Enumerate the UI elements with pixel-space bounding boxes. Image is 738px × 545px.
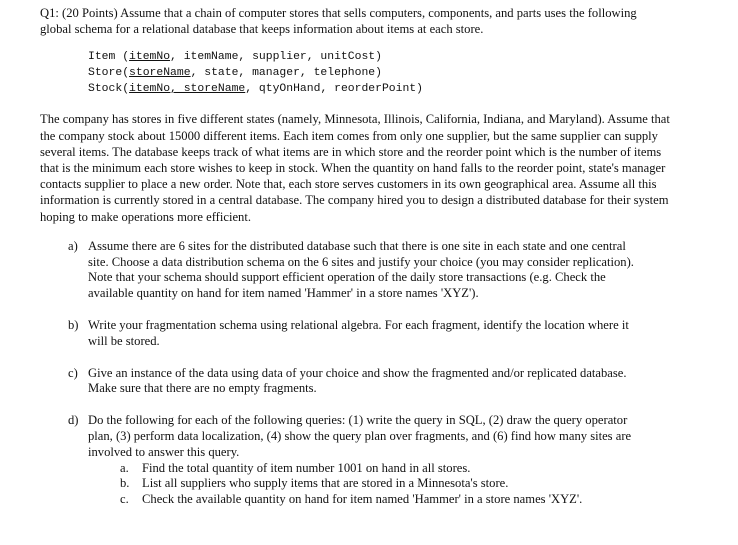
question-intro: Q1: (20 Points) Assume that a chain of computer stores that sells computers, components, and parts uses the following global schema for a relational database that keeps information about items at each store.: [40, 6, 637, 37]
task-b: b) Write your fragmentation schema using relational algebra. For each fragment, identify the location where it will be stored.: [68, 318, 629, 348]
task-c: c) Give an instance of the data using data of your choice and show the fragmented and/or replicated database. Make sure that there are no empty fragments.: [68, 365, 627, 396]
schema-store: Store(storeName, state, manager, telephone): [88, 67, 382, 80]
document: [40, 5, 730, 524]
schema-block: [88, 49, 730, 97]
schema-stock: Stock(itemNo, storeName, qtyOnHand, reorderPoint): [88, 83, 423, 96]
task-a: a) Assume there are 6 sites for the distributed database such that there is one site in each state and one central site. Choose a data distribution schema on the 6 sites and justify your choice (you may consider replication). Note that your schema should support efficient operation of the daily store transactions (e.g. Check the available quantity on hand for item named 'Hammer' in a store names 'XYZ').: [68, 238, 634, 301]
description-paragraph: The company has stores in five different states (namely, Minnesota, Illinois, California, Indiana, and Maryland). Assume that the company stock about 15000 different items. Each item comes from only one supplier, but the same supplier can supply several items. The database keeps track of what items are in which store and the reorder point which is the number of items that is the minimum each store wishes to keep in stock. When the quantity on hand falls to the reorder point, state's manager contacts supplier to place a new order. Note that, each store serves customers in its own geographical area. Assume all this information is currently stored in a central database. The company hired you to design a distributed database for their system hoping to make operations more efficient.: [40, 112, 670, 224]
query-b: b. List all suppliers who supply items that are stored in a Minnesota's store.: [120, 476, 509, 491]
task-list: [40, 239, 730, 508]
query-c: c. Check the available quantity on hand for item named 'Hammer' in a store names 'XYZ'.: [120, 492, 583, 507]
query-a: a. Find the total quantity of item number 1001 on hand in all stores.: [120, 460, 471, 475]
task-d: d) Do the following for each of the following queries: (1) write the query in SQL, (2) draw the query operator plan, (3) perform data localization, (4) show the query plan over fragments, and (6) find how many sites are involved to answer this query. a. Find the total quantity of item number 1001 on hand in all stores. b. List all suppliers who supply items that are stored in a Minnesota's store. c. Check the available quantity on hand for item named 'Hammer' in a store names 'XYZ'.: [40, 413, 648, 508]
schema-item: Item (itemNo, itemName, supplier, unitCost): [88, 51, 382, 64]
